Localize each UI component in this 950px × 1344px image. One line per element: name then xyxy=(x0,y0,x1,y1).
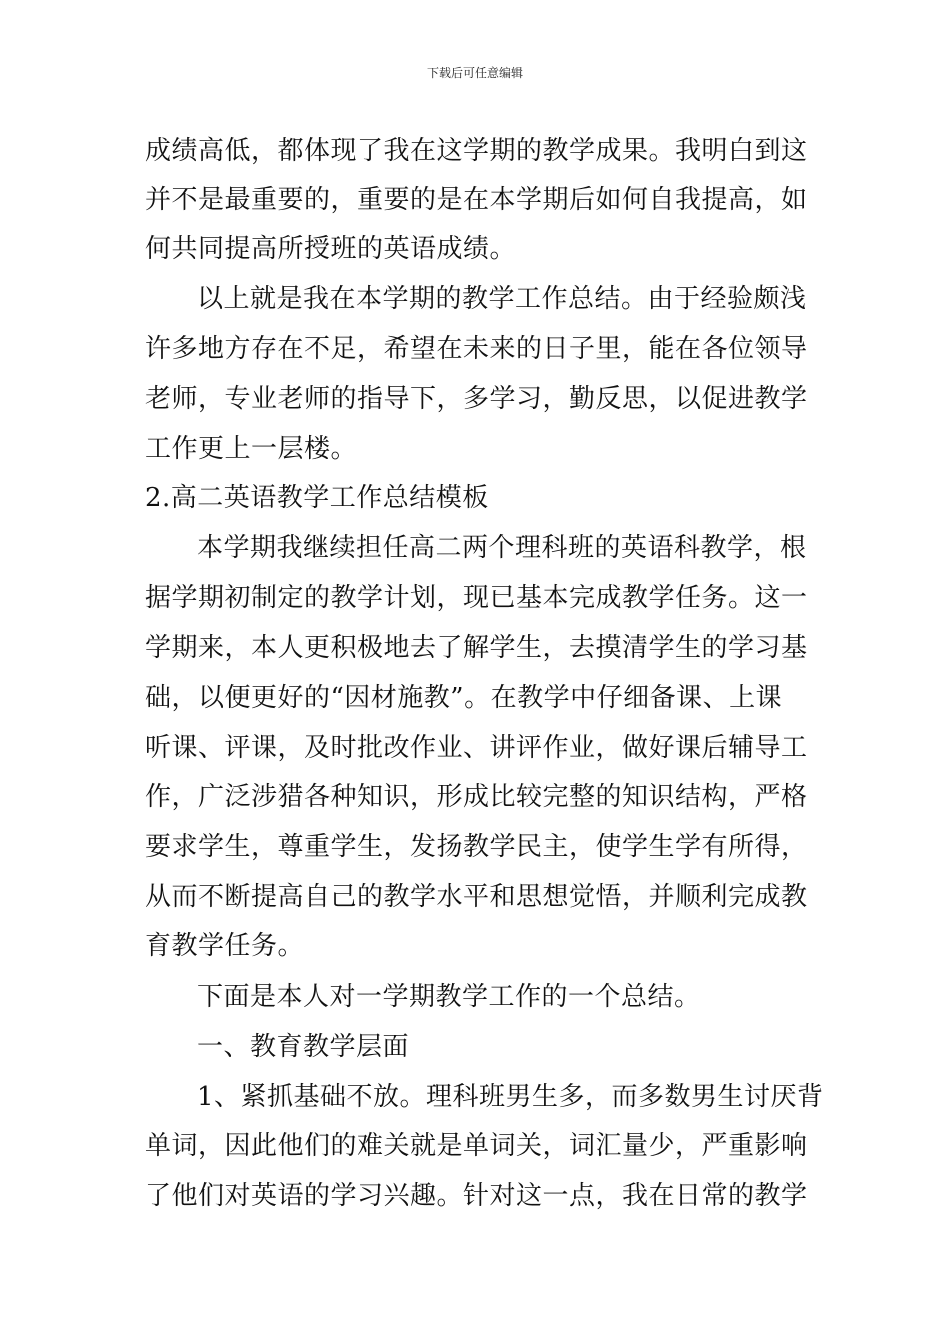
text-line: 单词，因此他们的难关就是单词关，词汇量少，严重影响 xyxy=(145,1131,808,1161)
paragraph-first-line: 本学期我继续担任高二两个理科班的英语科教学，根 xyxy=(197,533,807,563)
paragraph-first-line: 下面是本人对一学期教学工作的一个总结。 xyxy=(197,982,701,1012)
text-line: 育教学任务。 xyxy=(145,931,305,961)
section-heading: 2.高二英语教学工作总结模板 xyxy=(145,483,489,513)
text-line: 础，以便更好的“因材施教”。在教学中仔细备课、上课 xyxy=(145,683,783,713)
text-line: 要求学生，尊重学生，发扬教学民主，使学生学有所得， xyxy=(145,832,808,862)
paragraph-first-line: 1、紧抓基础不放。理科班男生多，而多数男生讨厌背 xyxy=(197,1082,824,1112)
page-header: 下载后可任意编辑 xyxy=(426,66,523,80)
text-line: 从而不断提高自己的教学水平和思想觉悟，并顺利完成教 xyxy=(145,882,808,912)
text-line: 工作更上一层楼。 xyxy=(145,434,358,464)
text-line: 许多地方存在不足，希望在未来的日子里，能在各位领导 xyxy=(145,334,808,364)
text-line: 老师，专业老师的指导下，多学习，勤反思，以促进教学 xyxy=(145,384,808,414)
text-line: 听课、评课，及时批改作业、讲评作业，做好课后辅导工 xyxy=(145,733,808,763)
text-line: 作，广泛涉猎各种知识，形成比较完整的知识结构，严格 xyxy=(145,782,808,812)
text-line: 并不是最重要的，重要的是在本学期后如何自我提高，如 xyxy=(145,185,808,215)
text-line: 据学期初制定的教学计划，现已基本完成教学任务。这一 xyxy=(145,583,808,613)
text-line: 学期来，本人更积极地去了解学生，去摸清学生的学习基 xyxy=(145,633,808,663)
text-line: 何共同提高所授班的英语成绩。 xyxy=(145,234,517,264)
text-line: 了他们对英语的学习兴趣。针对这一点，我在日常的教学 xyxy=(145,1181,808,1211)
subheading: 一、教育教学层面 xyxy=(197,1032,410,1062)
paragraph-first-line: 以上就是我在本学期的教学工作总结。由于经验颇浅 xyxy=(197,284,807,314)
text-line: 成绩高低，都体现了我在这学期的教学成果。我明白到这 xyxy=(145,136,808,166)
